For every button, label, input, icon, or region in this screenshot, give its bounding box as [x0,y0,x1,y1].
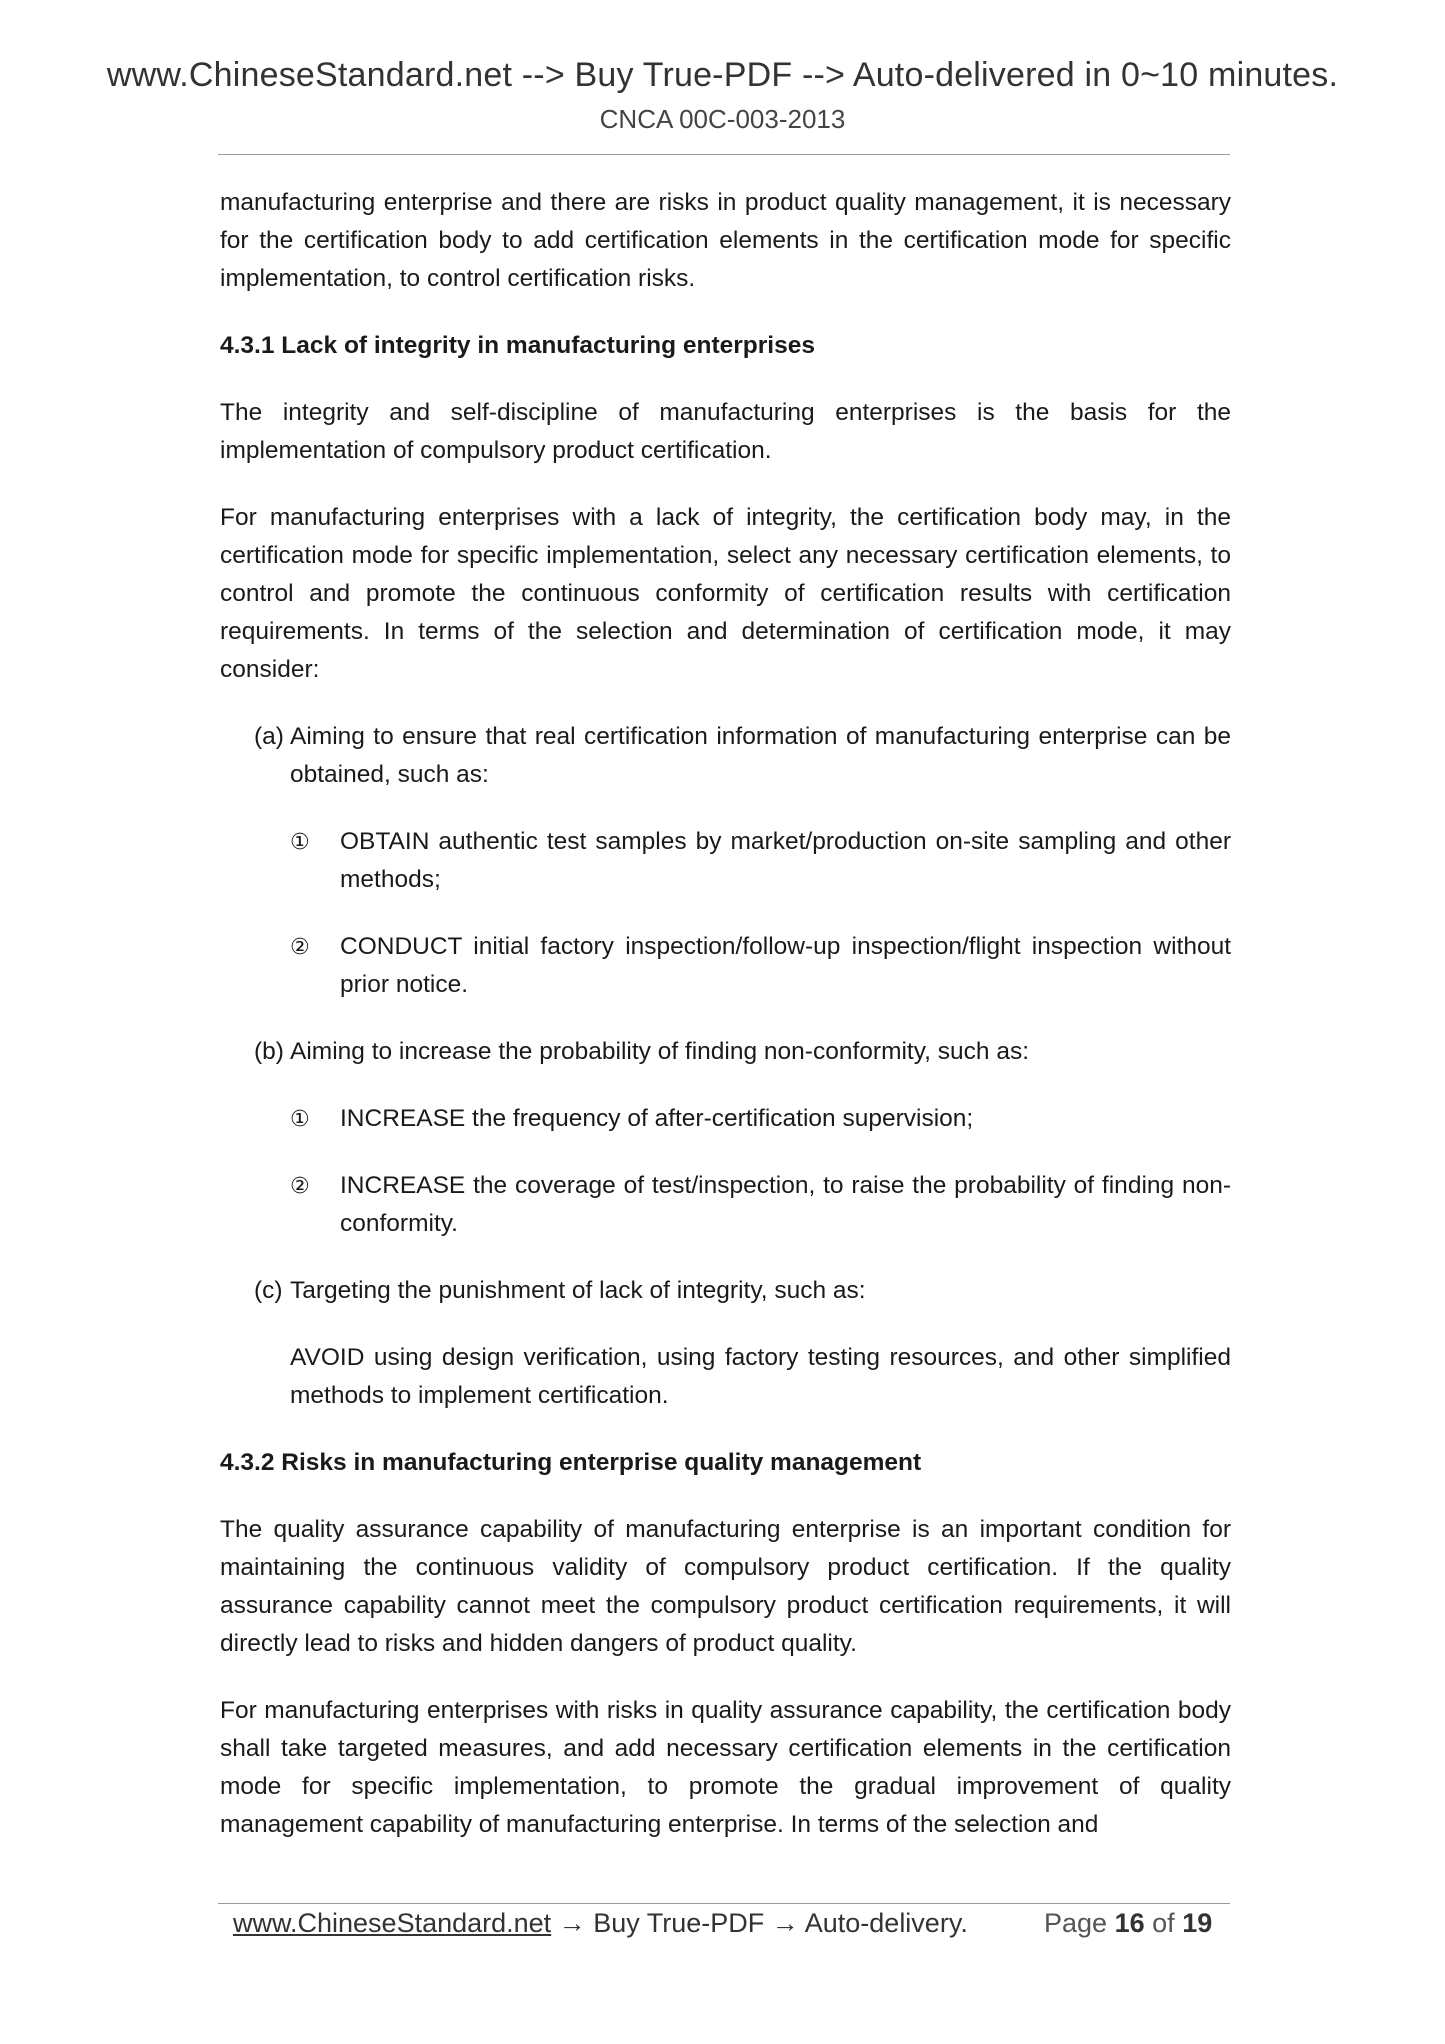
header-divider [218,154,1230,155]
section-heading-4-3-1: 4.3.1 Lack of integrity in manufacturing enterprises [220,332,815,359]
section-heading-4-3-2: 4.3.2 Risks in manufacturing enterprise quality management [220,1449,922,1476]
list-label: (a) [254,723,284,750]
list-text: Aiming to ensure that real certification information of manufacturing enterprise can be obtained, such as: [290,723,1231,788]
sub-item [220,928,1231,1004]
list-label: (b) [254,1038,284,1065]
paragraph: For manufacturing enterprises with risks in quality assurance capability, the certification body shall take targeted measures, and add necessary certification elements in the certification mode for specific implementation, to promote the gradual improvement of quality management capability of manufacturing enterprise. In terms of the selection and [220,1697,1231,1838]
sub-item-text: CONDUCT initial factory inspection/follow-up inspection/flight inspection without prior notice. [340,933,1231,998]
circled-number-label: ① [290,1106,310,1131]
footer-divider [218,1903,1230,1904]
list-item-b [220,1033,1231,1071]
footer-site-link[interactable]: www.ChineseStandard.net [233,1908,552,1938]
circled-number-label: ① [290,829,310,854]
list-text: Targeting the punishment of lack of integrity, such as: [290,1277,866,1304]
list-item-c [220,1272,1231,1310]
header-banner: www.ChineseStandard.net --> Buy True-PDF --> Auto-delivered in 0~10 minutes. [106,56,1339,94]
footer-tagline [233,1908,968,1939]
sub-item-text: INCREASE the frequency of after-certification supervision; [340,1105,974,1132]
circled-number-label: ② [290,934,310,959]
page-current: 16 [1114,1908,1145,1938]
page-indicator [1044,1908,1212,1939]
sub-item-text: OBTAIN authentic test samples by market/production on-site sampling and other methods; [340,828,1231,893]
circled-number-label: ② [290,1173,310,1198]
list-text: Aiming to increase the probability of finding non-conformity, such as: [290,1038,1030,1065]
sub-item [220,1100,1231,1138]
footer-tagline-text: → Buy True-PDF → Auto-delivery. [551,1908,968,1938]
list-label: (c) [254,1277,283,1304]
sub-item [220,1167,1231,1243]
paragraph: The integrity and self-discipline of manufacturing enterprises is the basis for the implementation of compulsory product certification. [220,399,1231,464]
of-word: of [1152,1908,1175,1938]
sub-item-text: INCREASE the coverage of test/inspection, to raise the probability of finding non-conformity. [340,1172,1231,1237]
item-c-detail: AVOID using design verification, using factory testing resources, and other simplified methods to implement certification. [290,1344,1231,1409]
standard-code: CNCA 00C-003-2013 [599,104,846,134]
paragraph: For manufacturing enterprises with a lack of integrity, the certification body may, in the certification mode for specific implementation, select any necessary certification elements, to control and promote the continuous conformity of certification results with certification requirements. In terms of the selection and determination of certification mode, it may consider: [220,504,1231,683]
paragraph: The quality assurance capability of manufacturing enterprise is an important condition for maintaining the continuous validity of compulsory product certification. If the quality assurance capability cannot meet the compulsory product certification requirements, it will directly lead to risks and hidden dangers of product quality. [220,1516,1231,1657]
document-body [220,184,1231,1873]
sub-item [220,823,1231,899]
page-word: Page [1044,1908,1108,1938]
page-total: 19 [1182,1908,1213,1938]
intro-paragraph: manufacturing enterprise and there are risks in product quality management, it is necessary for the certification body to add certification elements in the certification mode for specific implementation, to control certification risks. [220,189,1231,292]
list-item-a [220,718,1231,794]
